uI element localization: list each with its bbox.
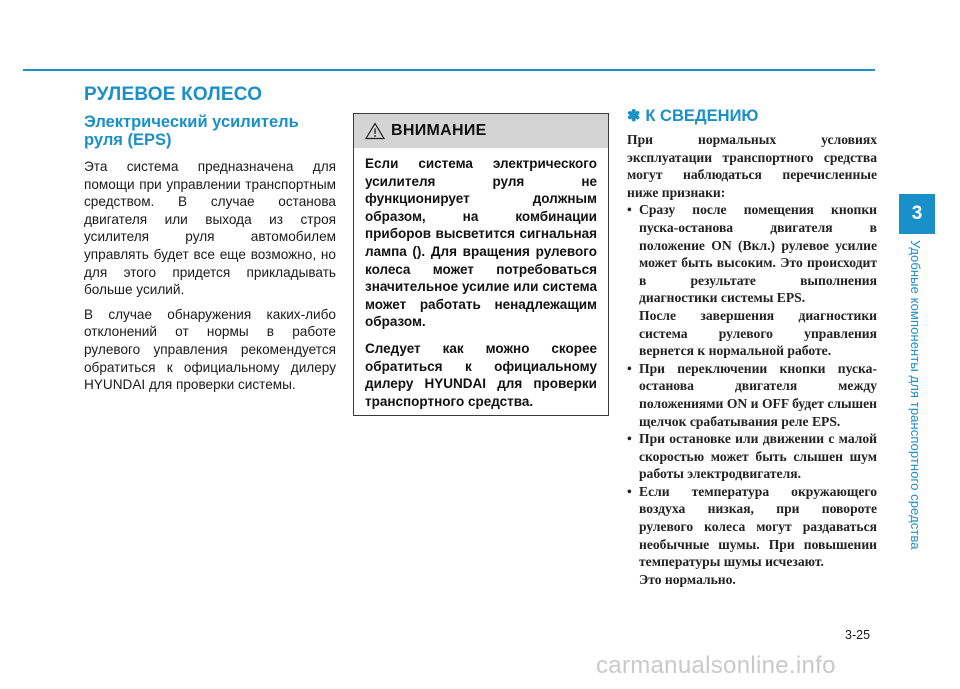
bullet-icon: • [627, 431, 632, 447]
eps-heading: Электрический усилитель руля (EPS) [84, 113, 299, 149]
eps-paragraph-2: В случае обнаружения каких-либо отклонений от нормы в работе рулевого управления рекомендуется обратиться к официальному дилеру HYUNDAI для проверки системы. [84, 306, 336, 393]
bullet-icon: • [627, 483, 632, 499]
eps-column [84, 113, 336, 401]
warning-paragraph-1: Если система электрического усилителя руля не функционирует должным образом, на комбинации приборов высветится сигнальная лампа (). Для вращения рулевого колеса может потребоваться значительное усилие или система может работать ненадлежащим образом. [365, 156, 597, 330]
list-item [627, 201, 877, 359]
warning-box [353, 113, 609, 416]
warning-triangle-icon [365, 122, 385, 140]
chapter-number: 3 [911, 203, 923, 224]
chapter-tab [899, 194, 935, 234]
info-list [627, 201, 877, 588]
eps-paragraph-1: Эта система предназначена для помощи при управлении транспортным средством. В случае останова двигателя или выхода из строя усилителя руля автомобилем управлять будет все еще возможно, но для этого придется прикладывать больше усилий. [84, 159, 336, 298]
list-item-text: При переключении кнопки пуска-останова двигателя между положениями ON и OFF будет слышен щелчок срабатывания реле EPS. [639, 360, 877, 429]
warning-header [354, 114, 608, 148]
bullet-icon: • [627, 360, 632, 376]
info-intro: При нормальных условиях эксплуатации транспортного средства могут наблюдаться перечисленные ниже признаки: [627, 132, 877, 200]
list-item-text: Сразу после помещения кнопки пуска-останова двигателя в положение ON (Вкл.) рулевое усилие может быть высоким. Это происходит в результате выполнения диагностики системы EPS. [639, 202, 877, 306]
asterisk-icon: ✽ [627, 108, 641, 125]
warning-title: ВНИМАНИЕ [391, 122, 487, 139]
list-item-text: При остановке или движении с малой скоростью может быть слышен шум работы электродвигателя. [639, 431, 877, 482]
list-item [627, 483, 877, 589]
list-item [627, 360, 877, 430]
page-number: 3-25 [845, 628, 871, 642]
warning-body [354, 148, 608, 410]
list-item-note: Это нормально. [639, 571, 736, 587]
list-item-note: После завершения диагностики система рулевого управления вернется к нормальной работе. [639, 307, 877, 359]
info-heading-text: К СВЕДЕНИЮ [645, 106, 759, 125]
watermark: carmanualsonline.info [596, 652, 836, 679]
list-item-text: Если температура окружающего воздуха низкая, при повороте рулевого колеса могут раздаваться необычные шумы. При повышении температуры шумы исчезают. [639, 483, 877, 570]
warning-paragraph-2: Следует как можно скорее обратиться к официальному дилеру HYUNDAI для проверки транспортного средства. [365, 340, 597, 409]
list-item [627, 430, 877, 483]
info-column [627, 106, 877, 588]
top-divider [23, 69, 875, 71]
bullet-icon: • [627, 202, 632, 218]
info-heading [627, 106, 877, 126]
section-title: РУЛЕВОЕ КОЛЕСО [84, 84, 263, 105]
chapter-title: Удобные компоненты для транспортного средства [908, 240, 923, 550]
